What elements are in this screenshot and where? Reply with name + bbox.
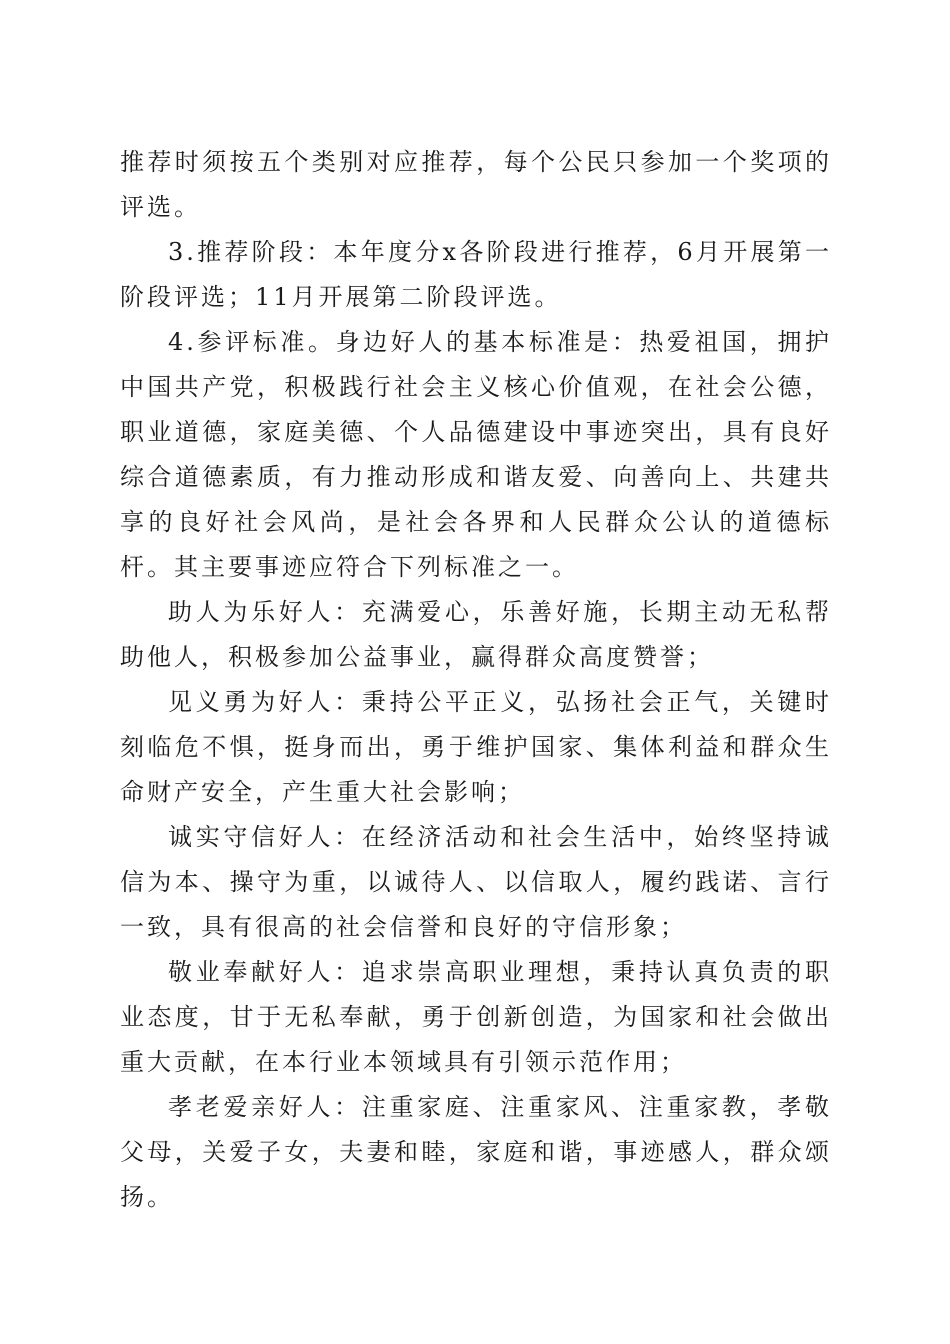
paragraph-helpful-person: 助人为乐好人：充满爱心，乐善好施，长期主动无私帮助他人，积极参加公益事业，赢得群众高度赞誉； [120,598,832,671]
paragraph-continuation: 推荐时须按五个类别对应推荐，每个公民只参加一个奖项的评选。 [120,148,832,221]
paragraph-dedicated-person: 敬业奉献好人：追求崇高职业理想，秉持认真负责的职业态度，甘于无私奉献，勇于创新创造，为国家和社会做出重大贡献，在本行业本领域具有引领示范作用； [120,958,832,1076]
document-body [120,140,832,1220]
paragraph-evaluation-criteria: 4.参评标准。身边好人的基本标准是：热爱祖国，拥护中国共产党，积极践行社会主义核心价值观，在社会公德，职业道德，家庭美德、个人品德建设中事迹突出，具有良好综合道德素质，有力推动形成和谐友爱、向善向上、共建共享的良好社会风尚，是社会各界和人民群众公认的道德标杆。其主要事迹应符合下列标准之一。 [120,328,832,581]
paragraph-filial-person: 孝老爱亲好人：注重家庭、注重家风、注重家教，孝敬父母，关爱子女，夫妻和睦，家庭和谐，事迹感人，群众颂扬。 [120,1093,832,1211]
paragraph-brave-person: 见义勇为好人：秉持公平正义，弘扬社会正气，关键时刻临危不惧，挺身而出，勇于维护国家、集体利益和群众生命财产安全，产生重大社会影响； [120,688,832,806]
paragraph-honest-person: 诚实守信好人：在经济活动和社会生活中，始终坚持诚信为本、操守为重，以诚待人、以信取人，履约践诺、言行一致，具有很高的社会信誉和良好的守信形象； [120,823,832,941]
paragraph-recommendation-stage: 3.推荐阶段：本年度分x各阶段进行推荐，6月开展第一阶段评选；11月开展第二阶段评选。 [120,238,832,311]
